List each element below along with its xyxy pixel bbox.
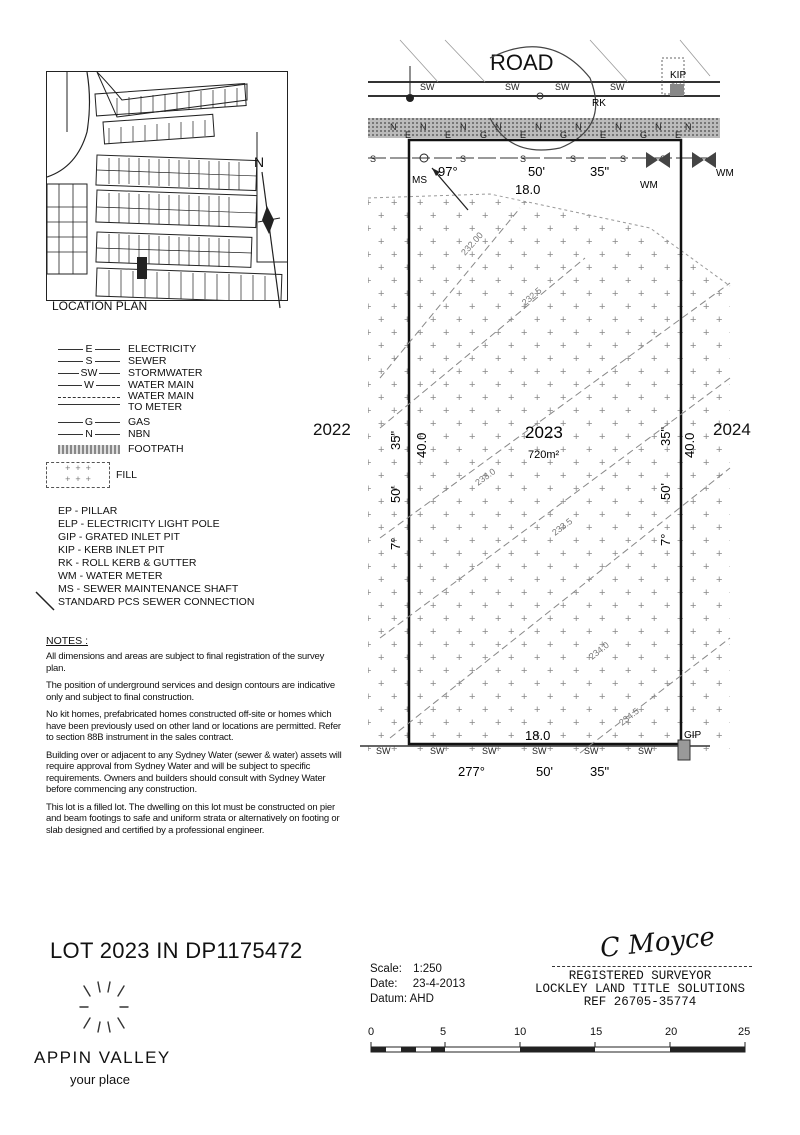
scale-tick-5: 5: [440, 1026, 447, 1038]
svg-text:SW: SW: [532, 746, 547, 756]
left-length: 40.0: [414, 432, 429, 458]
svg-text:S: S: [620, 154, 627, 164]
svg-text:N: N: [495, 122, 502, 132]
abbr-rk: RK - ROLL KERB & GUTTER: [58, 557, 197, 569]
scale-tick-10: 10: [514, 1026, 527, 1038]
appin-valley-logo-icon: [72, 980, 136, 1038]
svg-text:SW: SW: [584, 746, 599, 756]
svg-text:N: N: [460, 122, 467, 132]
svg-text:N: N: [420, 122, 427, 132]
survey-details: [370, 962, 465, 1007]
note-2: The position of underground services and design contours are indicative only and subject to final construction.: [46, 680, 335, 703]
notes-heading: NOTES :: [46, 635, 89, 647]
top-length: 18.0: [515, 182, 541, 197]
svg-text:SW: SW: [555, 82, 570, 92]
rk-label: RK: [592, 98, 606, 109]
contour-label-5: 234.0: [587, 639, 611, 662]
wm-label-1: WM: [640, 180, 658, 191]
right-bearing-deg: 7°: [658, 533, 673, 546]
svg-text:E: E: [520, 130, 527, 140]
pole-icon: [406, 94, 414, 102]
svg-text:G: G: [480, 130, 488, 140]
top-bearing-min: 50': [528, 164, 545, 179]
left-bearing-deg: 7°: [388, 537, 403, 550]
left-bearing-sec: 35": [388, 430, 403, 450]
adjacent-lot-right: 2024: [713, 420, 751, 439]
svg-text:SW: SW: [505, 82, 520, 92]
abbr-elp: ELP - ELECTRICITY LIGHT POLE: [58, 518, 220, 530]
lot-area: 720m²: [528, 449, 560, 461]
sewer-connection-icon: [34, 590, 58, 612]
abbr-gip: GIP - GRATED INLET PIT: [58, 531, 180, 543]
abbr-wm: WM - WATER METER: [58, 570, 163, 582]
note-1: All dimensions and areas are subject to final registration of the survey plan.: [46, 651, 325, 674]
svg-text:E: E: [405, 130, 412, 140]
surveyor-ref: REF 26705-35774: [583, 995, 697, 1009]
kip-label: KIP: [670, 70, 687, 81]
svg-text:SW: SW: [482, 746, 497, 756]
svg-text:G: G: [640, 130, 648, 140]
surveyor-block: [500, 970, 780, 1009]
scale-tick-15: 15: [590, 1026, 603, 1038]
adjacent-lot-left: 2022: [313, 420, 351, 439]
north-label: N: [254, 154, 265, 170]
abbr-ms: MS - SEWER MAINTENANCE SHAFT: [58, 583, 239, 595]
svg-text:N: N: [615, 122, 622, 132]
scale-tick-20: 20: [665, 1026, 678, 1038]
svg-text:N: N: [390, 122, 397, 132]
contour-label-3: 233.0: [473, 466, 498, 488]
svg-text:N: N: [575, 122, 582, 132]
right-bearing-min: 50': [658, 483, 673, 500]
bottom-bearing-deg: 277°: [458, 764, 485, 779]
svg-text:SW: SW: [376, 746, 391, 756]
datum-value: AHD: [409, 993, 434, 1005]
location-plan-label: LOCATION PLAN: [52, 299, 148, 313]
svg-text:E: E: [445, 130, 452, 140]
scale-bar: [368, 1026, 751, 1056]
svg-text:N: N: [685, 122, 692, 132]
svg-text:S: S: [460, 154, 467, 164]
svg-text:SW: SW: [638, 746, 653, 756]
scale-value: 1:250: [413, 963, 442, 975]
surveyor-firm: LOCKLEY LAND TITLE SOLUTIONS: [534, 982, 746, 996]
north-arrow-icon: [250, 150, 290, 312]
right-length: 40.0: [682, 432, 697, 458]
lot-title: LOT 2023 IN DP1175472: [50, 938, 303, 963]
top-bearing-deg: 97°: [438, 164, 458, 179]
note-3: No kit homes, prefabricated homes constructed off-site or homes which have been previously used on other land or locations are permitted. Refer to section 88B instrument in the sales contract.: [46, 709, 341, 743]
contour-label-6: 234.5: [617, 705, 641, 728]
ms-label: MS: [412, 175, 427, 186]
scale-label: Scale:: [370, 963, 402, 975]
scale-tick-25: 25: [738, 1026, 751, 1038]
road-label: ROAD: [490, 50, 554, 75]
abbr-kip: KIP - KERB INLET PIT: [58, 544, 165, 556]
svg-text:S: S: [520, 154, 527, 164]
abbr-pcs: STANDARD PCS SEWER CONNECTION: [58, 596, 255, 608]
right-bearing-sec: 35": [658, 426, 673, 446]
contour-label-4: 233.5: [550, 516, 575, 538]
contour-label-2: 232.5: [519, 285, 544, 308]
notes-section: [46, 635, 346, 842]
bottom-length: 18.0: [525, 728, 551, 743]
brand-name: APPIN VALLEY: [34, 1048, 171, 1067]
contour-label-1: 232.00: [459, 230, 485, 258]
water-meter-icon-2: [692, 152, 716, 168]
abbreviation-list: [58, 505, 254, 609]
svg-text:S: S: [370, 154, 377, 164]
date-label: Date:: [370, 978, 398, 990]
signature-line: [552, 966, 752, 967]
svg-text:E: E: [675, 130, 682, 140]
wm-label-2: WM: [716, 168, 734, 179]
fill-area: [368, 194, 730, 753]
svg-text:SW: SW: [420, 82, 435, 92]
lot-number: 2023: [525, 423, 563, 442]
surveyor-signature: C Moyce: [598, 922, 717, 964]
abbr-ep: EP - PILLAR: [58, 505, 118, 517]
kip-pit: [670, 84, 684, 96]
water-meter-icon: [646, 152, 670, 168]
top-bearing-sec: 35": [590, 164, 610, 179]
svg-text:SW: SW: [610, 82, 625, 92]
svg-text:S: S: [570, 154, 577, 164]
site-plan: [360, 38, 790, 798]
scale-tick-0: 0: [368, 1026, 375, 1038]
surveyor-title: REGISTERED SURVEYOR: [568, 969, 712, 983]
svg-text:G: G: [560, 130, 568, 140]
svg-text:N: N: [655, 122, 662, 132]
svg-text:SW: SW: [430, 746, 445, 756]
date-value: 23-4-2013: [412, 978, 466, 990]
note-4: Building over or adjacent to any Sydney Water (sewer & water) assets will require approval from Sydney Water and will be subject to specific requirements. Owners and builders should consult with Sydney Water before commencing any construction.: [46, 749, 342, 795]
note-5: This lot is a filled lot. The dwelling on this lot must be constructed on pier and beam footings to safe and uniform strata or alternatively on footing or slab designed and certified by a professional engineer.: [46, 801, 340, 836]
svg-text:N: N: [535, 122, 542, 132]
left-bearing-min: 50': [388, 486, 403, 503]
bottom-bearing-sec: 35": [590, 764, 610, 779]
svg-text:E: E: [600, 130, 607, 140]
gip-pit: [678, 740, 690, 760]
brand-tagline: your place: [70, 1072, 130, 1087]
gip-label: GIP: [684, 730, 702, 741]
subject-lot-marker: [137, 257, 147, 279]
datum-label: Datum:: [370, 993, 408, 1005]
bottom-bearing-min: 50': [536, 764, 553, 779]
